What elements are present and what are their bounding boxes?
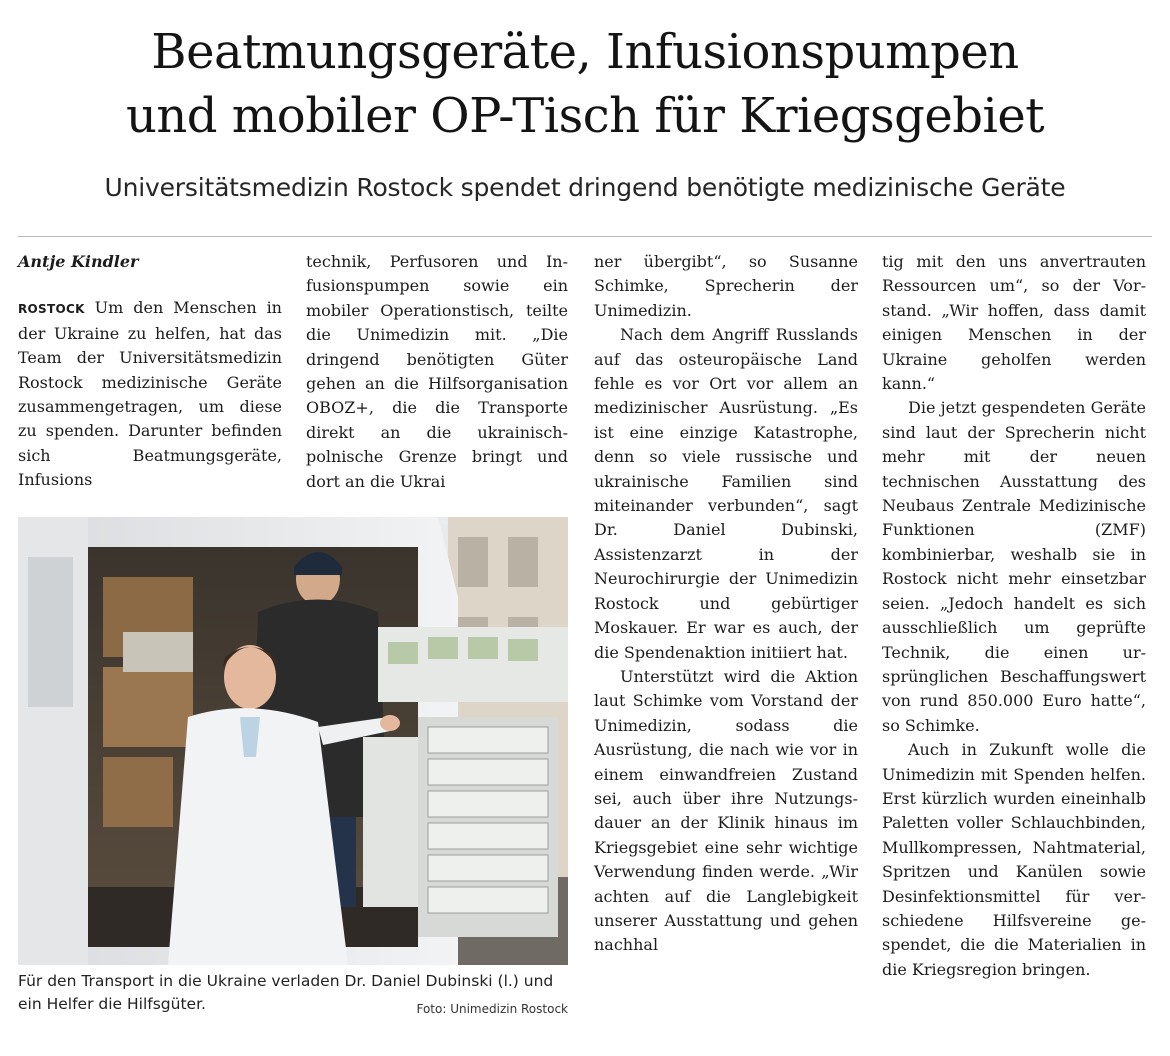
- paragraph-1-text-part-1: Um den Menschen in der Ukraine zu helfen, hat das Team der Universitätsmedizin Rostock medizinische Geräte zusammengetragen, um diese zu spenden. Darunter befinden sich Beatmungsgeräte, Infusions: [18, 298, 282, 490]
- headline-line-1: Beatmungsgeräte, Infusionspumpen: [151, 24, 1019, 80]
- headline-line-2: und mobiler OP-Tisch für Kriegsgebiet: [125, 88, 1045, 144]
- paragraph-3-part-2: tig mit den uns anvertrauten Ressourcen um“, so der Vorstand. „Wir hoffen, dass damit einigen Menschen in der Ukraine geholfen werden kann.“: [882, 252, 1146, 394]
- column-1: [18, 250, 282, 493]
- headline: [0, 20, 1170, 148]
- divider: [18, 236, 1152, 237]
- subheadline: Universitätsmedizin Rostock spendet dringend benötigte medizinische Geräte: [104, 173, 1066, 202]
- paragraph-2: Nach dem Angriff Russlands auf das osteuropäische Land fehle es vor Ort vor allem an medizinischer Ausrüstung. „Es ist eine einzige Katastrophe, denn so viele russische und ukrainische Familien sind miteinander verbunden“, sagt Dr. Daniel Dubinski, Assistenzarzt in der Neurochirurgie der Unimedizin Rostock und gebürtiger Moskauer. Er war es auch, der die Spendenaktion initiiert hat.: [594, 325, 858, 662]
- photo-caption: Für den Transport in die Ukraine verladen Dr. Daniel Dubinski (l.) und ein Helfer die Hilfsgüter.: [18, 972, 554, 1013]
- column-3: [594, 250, 858, 958]
- photo-credit: Foto: Unimedizin Rostock: [416, 1002, 568, 1016]
- dateline: ROSTOCK: [18, 302, 85, 317]
- paragraph-1-part-2: technik, Perfusoren und Infusionspumpen sowie ein mobiler Operationstisch, teilte die Unimedizin mit. „Die dringend benötigten Güter gehen an die Hilfsorganisation OBOZ+, die die Transporte direkt an die ukrainisch-polnische Grenze bringt und dort an die Ukrai: [306, 252, 568, 491]
- photo-illustration: [18, 517, 568, 965]
- paragraph-5: Auch in Zukunft wolle die Unimedizin mit Spenden helfen. Erst kürzlich wurden eineinhalb Paletten voller Schlauchbinden, Mullkompressen, Nahtmaterial, Spritzen und Kanülen sowie Desinfektionsmittel für verschiedene Hilfsvereine gespendet, die die Materialien in die Kriegsregion bringen.: [882, 740, 1146, 979]
- paragraph-1-part-1: [18, 296, 282, 492]
- article-photo: [18, 517, 568, 965]
- paragraph-1-part-3: ner übergibt“, so Susanne Schimke, Sprecherin der Unimedizin.: [594, 252, 858, 320]
- author: Antje Kindler: [18, 252, 139, 271]
- paragraph-4: Die jetzt gespendeten Geräte sind laut der Sprecherin nicht mehr mit der neuen technischen Ausstattung des Neubaus Zentrale Medizinische Funktionen (ZMF) kombinierbar, weshalb sie in Rostock nicht mehr einsetzbar seien. „Jedoch handelt es sich ausschließlich um geprüfte Technik, die einen ursprünglichen Beschaffungswert von rund 850.000 Euro hatte“, so Schimke.: [882, 398, 1146, 735]
- column-4: [882, 250, 1146, 982]
- column-2: [306, 250, 568, 494]
- paragraph-3-part-1: Unterstützt wird die Aktion laut Schimke vom Vorstand der Unimedizin, sodass die Ausrüstung, die nach wie vor in einem einwandfreien Zustand sei, auch über ihre Nutzungsdauer an der Klinik hinaus im Kriegsgebiet eine sehr wichtige Verwendung finden werde. „Wir achten auf die Langlebigkeit unserer Ausstattung und gehen nachhal: [594, 666, 858, 955]
